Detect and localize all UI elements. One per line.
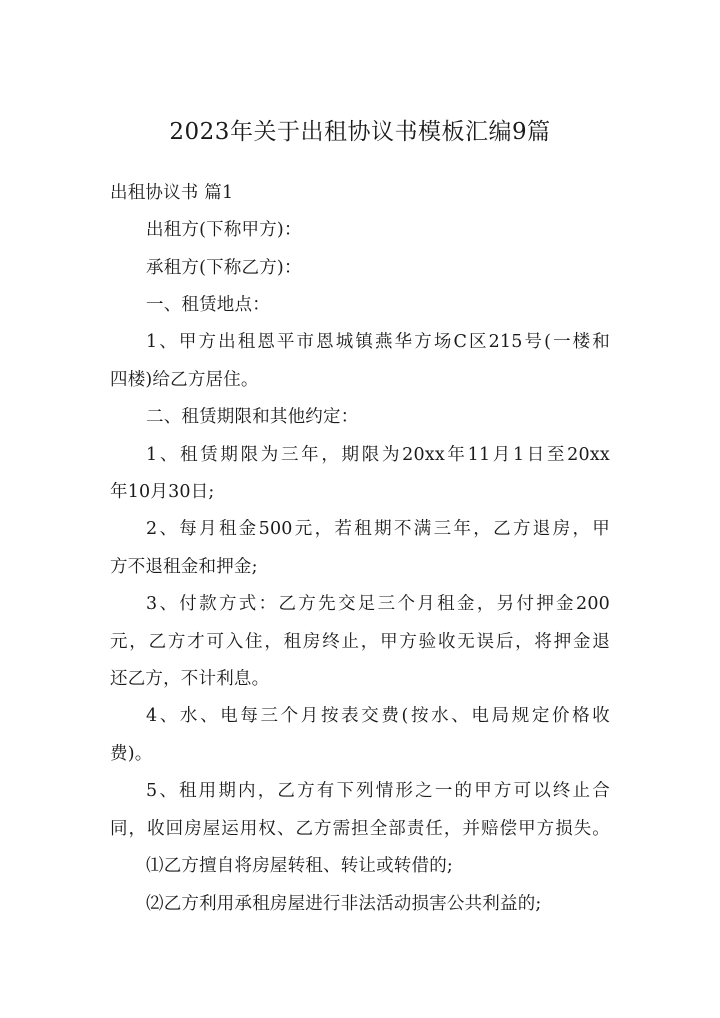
clause-line: 四楼)给乙方居住。 (110, 370, 259, 390)
clause-line: 方不退租金和押金; (110, 557, 258, 577)
clause-line: 元，乙方才可入住，租房终止，甲方验收无误后，将押金退 (110, 632, 610, 652)
section-heading: 出租协议书 篇1 (110, 183, 234, 203)
clause-line: 1、租赁期限为三年，期限为20xx年11月1日至20xx (146, 445, 610, 465)
clause-line: 5、租用期内，乙方有下列情形之一的甲方可以终止合 (146, 781, 610, 801)
clause-line: 费)。 (110, 744, 153, 764)
clause-line: 3、付款方式：乙方先交足三个月租金，另付押金200 (146, 594, 610, 614)
clause-line: 同，收回房屋运用权、乙方需担全部责任，并赔偿甲方损失。 (110, 819, 610, 839)
lessor-line: 出租方(下称甲方)： (146, 220, 302, 240)
clause-line: 2、每月租金500元，若租期不满三年，乙方退房，甲 (146, 519, 610, 539)
clause-line: 4、水、电每三个月按表交费(按水、电局规定价格收 (146, 706, 610, 726)
clause-heading-location: 一、租赁地点： (146, 295, 270, 315)
clause-line: 还乙方，不计利息。 (110, 669, 270, 689)
clause-subitem: ⑴乙方擅自将房屋转租、转让或转借的; (146, 856, 453, 876)
clause-line: 年10月30日; (110, 482, 215, 502)
lessee-line: 承租方(下称乙方)： (146, 258, 302, 278)
clause-heading-term: 二、租赁期限和其他约定： (146, 407, 359, 427)
document-title: 2023年关于出租协议书模板汇编9篇 (169, 119, 551, 145)
clause-subitem: ⑵乙方利用承租房屋进行非法活动损害公共利益的; (146, 894, 542, 914)
clause-line: 1、甲方出租恩平市恩城镇燕华方场C区215号(一楼和 (146, 332, 610, 352)
